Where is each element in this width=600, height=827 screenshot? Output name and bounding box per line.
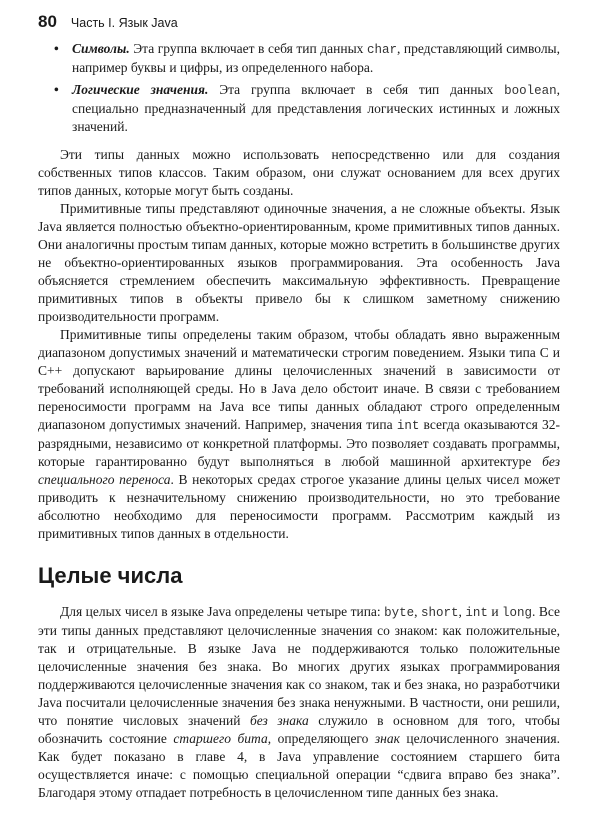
list-item-text: , специально предназначенный для представления логических истинных и ложных значений. xyxy=(72,82,560,134)
inline-code: long xyxy=(502,606,533,620)
page-header xyxy=(38,12,560,40)
text-run: Примитивные типы определены таким образом, чтобы обладать явно выраженным диапазоном допустимых значений и математически строгим поведением. Языки типа C и C++ допускают варьирование длины целочисленных значений в зависимости от требований исполняющей среды. Но в Java дело обстоит иначе. В связи с требованием переносимости программ на Java все типы данных обладают строго определенным диапазоном допустимых значений. Например, значения типа xyxy=(38,327,560,432)
emphasis: без знака xyxy=(249,713,309,728)
emphasis: знак xyxy=(374,731,400,746)
list-item xyxy=(52,81,560,136)
text-run: . В некоторых средах строгое указание длины целых чисел может приводить к незначительному снижению производительности, но это требование абсолютно необходимо для переносимости программ. Рассмотрим каждый из примитивных типов данных в отдельности. xyxy=(38,472,560,541)
text-run: служило в основном для того, чтобы обозначить состояние xyxy=(38,713,560,746)
inline-code: boolean xyxy=(504,84,557,98)
inline-code: int xyxy=(465,606,488,620)
list-item xyxy=(52,40,560,77)
running-title: Часть I. Язык Java xyxy=(70,16,178,30)
book-page xyxy=(38,12,560,802)
section-title: Целые числа xyxy=(38,563,183,588)
list-item-text: Эта группа включает в себя тип данных xyxy=(129,41,367,56)
paragraph xyxy=(38,603,560,802)
inline-code: short xyxy=(421,606,459,620)
inline-code: byte xyxy=(384,606,415,620)
paragraph: Примитивные типы представляют одиночные значения, а не сложные объекты. Язык Java является полностью объектно-ориентированным, кроме примитивных типов данных. Они аналогичны простым типам данных, которые можно встретить в большинстве других не объектно-ориентированных языков программирования. Эта особенность Java объясняется стремлением обеспечить максимальную эффективность. Превращение примитивных типов в объекты привело бы к слишком заметному снижению производительности программ. xyxy=(38,201,560,324)
emphasis: старшего бита xyxy=(173,731,268,746)
data-type-list xyxy=(38,40,560,136)
emphasis: без специального переноса xyxy=(38,454,560,487)
list-item-term: Логические значения. xyxy=(72,82,209,97)
text-run: , определяющего xyxy=(267,731,375,746)
text-run: и xyxy=(487,604,503,619)
text-run: , xyxy=(414,604,421,619)
text-run: Для целых чисел в языке Java определены четыре типа: xyxy=(60,604,385,619)
bullet-dot-icon: • xyxy=(54,82,59,97)
text-run: , xyxy=(458,604,466,619)
list-item-text: , представляющий символы, например буквы и цифры, из определенного набора. xyxy=(72,41,560,75)
text-run: . Все эти типы данных представляют целочисленные значения со знаком: как положительные, так и отрицательные. В языке Java не поддерживаются только положительные целочисленные значения без знака. Во многих других языках программирования поддерживаются целочисленные значения как со знаком, так и без знака, но разработчики Java посчитали целочисленные значения без знака ненужными. В частности, они решили, что понятие числовых значений xyxy=(38,604,561,728)
paragraph: Эти типы данных можно использовать непосредственно или для создания собственных типов классов. Таким образом, они служат основанием для всех других типов данных, которые могут быть созданы. xyxy=(38,147,560,198)
list-item-text: Эта группа включает в себя тип данных xyxy=(208,82,505,97)
paragraph xyxy=(38,326,560,543)
list-item-term: Символы. xyxy=(72,41,130,56)
inline-code: char xyxy=(366,43,397,57)
bullet-dot-icon: • xyxy=(54,41,59,56)
inline-code: int xyxy=(396,419,420,433)
text-run: целочисленного значения. Как будет показано в главе 4, в Java управление состоянием старшего бита осуществляется иначе: с помощью специальной операции “сдвига вправо без знака”. Благодаря этому отпадает потребность в целочисленном типе данных без знака. xyxy=(38,731,560,800)
page-number: 80 xyxy=(38,12,57,31)
text-run: всегда оказываются 32-разрядными, независимо от конкретной платформы. Это позволяет создавать программы, которые гарантированно будут выполняться в любой машинной архитектуре xyxy=(38,417,560,469)
